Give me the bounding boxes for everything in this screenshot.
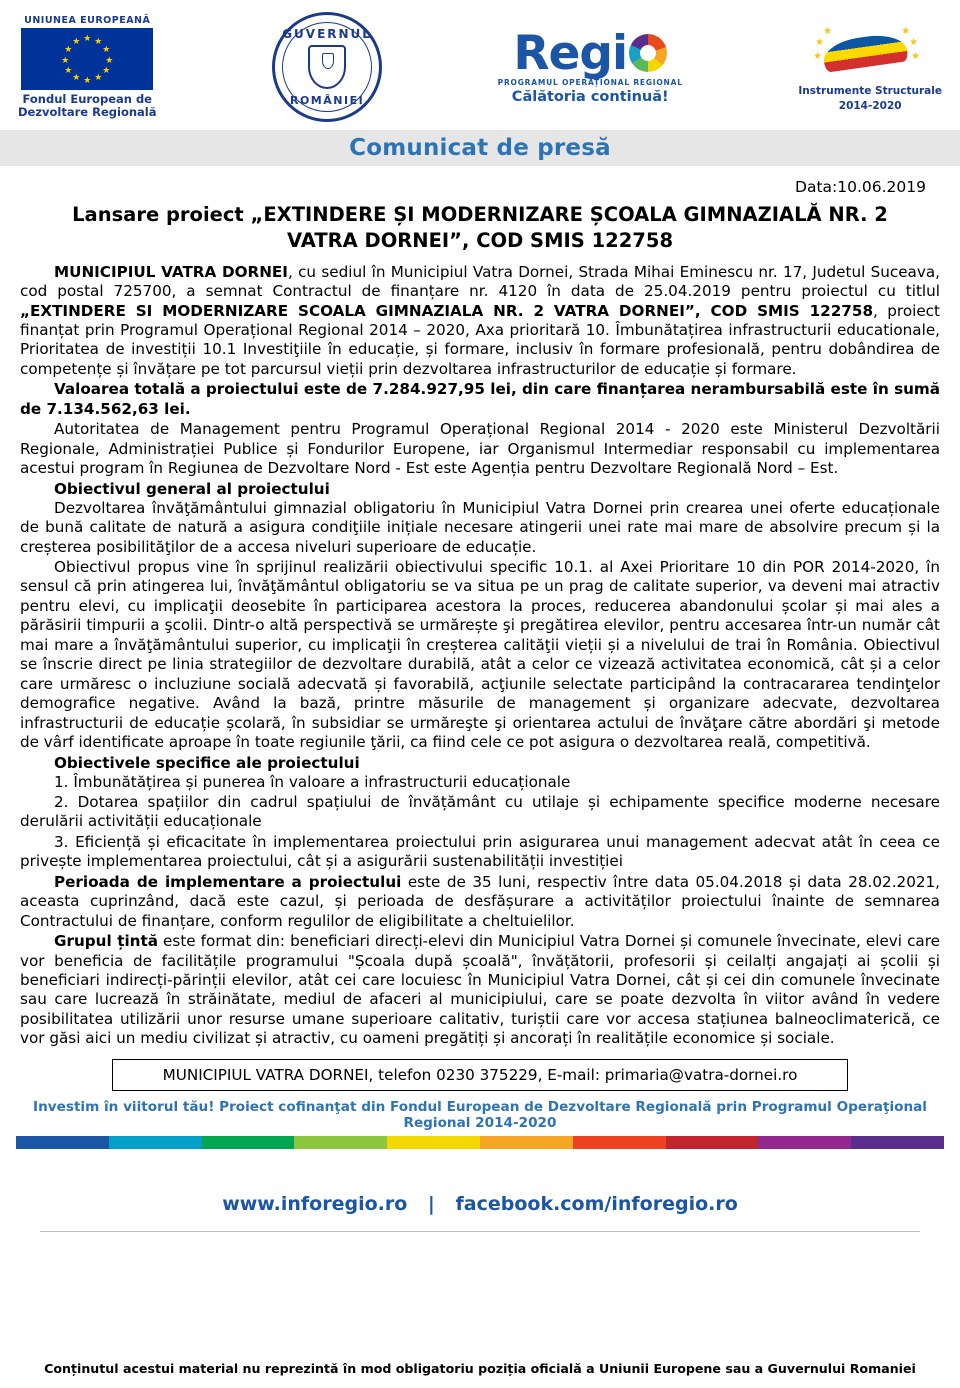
list-item: 3. Eficiență și eficacitate în implementarea proiectului prin asigurarea unui management adecvat atât în ceea ce privește implementarea proiectului, cât și a asigurării sustenabilității investiției [20,832,940,871]
rainbow-divider [16,1136,944,1149]
regio-tagline: Călătoria continuă! [511,88,669,105]
gov-logo-bottom-text: ROMÂNIEI [289,94,365,107]
regio-subtitle: PROGRAMUL OPERAȚIONAL REGIONAL [497,77,683,87]
project-title-inline: „EXTINDERE SI MODERNIZARE SCOALA GIMNAZIALA NR. 2 VATRA DORNEI”, COD SMIS 122758 [20,301,874,320]
swoosh-shape [821,32,908,73]
implementation-period-label: Perioada de implementare a proiectului [54,872,402,891]
paragraph-intro-rest2: , proiect finanțat prin Programul Operațional Regional 2014 – 2020, Axa prioritară 10. Îmbunătațirea infrastructurii educationale, Prioritatea de investiții 10.1 Investiţiile în educație, și formare, inclusiv în formare profesională, pentru dobândirea de competențe și învățare pe tot parcursul vieții prin dezvoltarea infrastructurilor de educație și formare. [20,301,940,378]
paragraph-target-group [16,932,944,1049]
paragraph-intro [16,263,944,380]
footer-divider [40,1231,920,1232]
footer-slogan: Investim în viitorul tău! Proiect cofinanţat din Fondul European de Dezvoltare Regională prin Programul Operaţional Regional 2014-2020 [33,1098,927,1131]
structural-logo-caption-line1: Instrumente Structurale [798,85,942,98]
list-item: 2. Dotarea spațiilor din cadrul spațiului de învățământ cu utilaje și echipamente specifice moderne necesare derulării activității educaționale [20,792,940,831]
target-group-label: Grupul țintă [54,932,158,951]
footer-disclaimer: Conținutul acestui material nu reprezintă în mod obligatoriu poziția oficială a Uniunii Europene sau a Guvernului Romaniei [44,1361,916,1376]
eu-stars-group: ★ ★ ★ ★ ★ ★ ★ ★ ★ ★ ★ ★ [61,33,114,86]
regio-colorwheel-icon [629,34,667,72]
contact-text: MUNICIPIUL VATRA DORNEI, telefon 0230 375229, E-mail: primaria@vatra-dornei.ro [162,1065,798,1084]
romania-coat-of-arms-icon [272,12,382,122]
applicant-name: MUNICIPIUL VATRA DORNEI [54,262,288,281]
structural-logo-caption-line2: 2014-2020 [838,100,902,112]
eu-logo-top-caption: UNIUNEA EUROPEANĂ [24,14,151,26]
links-separator: | [427,1192,435,1215]
footer-links [16,1193,944,1215]
paragraph-specific-objective-context: Obiectivul propus vine în sprijinul realizării obiectivului specific 10.1. al Axei Prioritare 10 din POR 2014-2020, în sensul că prin atingerea lui, învăţământul obligatoriu se va situa pe un prag de calitate superior, va deveni mai atractiv pentru elevi, cu implicaţii deosebite în participarea acestora la proces, reducerea abandonului școlar și mai ales a părăsirii timpurii a şcolii. Dintr-o altă perspectivă se urmărește şi pregătirea elevilor, pentru accesarea într-un număr cât mai mare a învăţământului superior, cu implicaţii în creșterea calităţii vieții și a nivelului de trai în România. Obiectivul se înscrie direct pe linia strategiilor de dezvoltare durabilă, atât a celor ce vizează activitatea economică, cât și a celor care urmăresc o incluziune socială adecvată și favorabilă, acţiunile selectate participând la contracararea tendinţelor demografice negative. Având la bază, printre măsurile de management și organizare adecvate, dezvoltarea infrastructurii de educație școlară, în subsidiar se urmăreşte şi orientarea actului de învăţare către abordări şi metode de vârf identificate aproape în toate regiunile ţării, ca fiind cele ce pot asigura o dezvoltarea reală, competitivă. [20,557,940,752]
inforegio-website-link[interactable]: www.inforegio.ro [222,1192,408,1215]
regio-logo [497,25,683,105]
target-group-text: este format din: beneficiari direcți-elevi din Municipiul Vatra Dornei și comunele învecinate, elevi care vor beneficia de facilitățile programului "Școala după școală", învățătorii, profesorii și ceilalți angajați ai școlii și beneficiari indirecți-părinții elevilor, atât cei care locuiesc în Municipiul Vatra Dornei, cât și cei din comunele învecinate sau care lucrează în străinătate, mediul de afaceri al municipiului, care se poate dezvolta în viitor având în vedere posibilitatea utilizării unor resurse umane superioare calitativ, turiștii care vor accesa stațiunea balneoclimaterică, ce vor găsi aici un mediu civilizat și atractiv, cu oameni pregătiți și ancorați în realitățile economice și sociale. [20,932,940,1048]
paragraph-value [16,380,944,419]
paragraph-authority: Autoritatea de Management pentru Programul Operațional Regional 2014 - 2020 este Ministerul Dezvoltării Regionale, Administrației Publice și Fondurilor Europene, iar Organismul Intermediar responsabil cu implementarea acestui program în Regiunea de Dezvoltare Nord - Est este Agenția pentru Dezvoltare Regională Nord – Est. [20,420,940,478]
banner-title: Comunicat de presă [349,135,611,161]
press-release-banner [0,130,960,166]
implementation-period-text: este de 35 luni, respectiv între data 05.04.2018 și data 28.02.2021, aceasta cuprinzând, dacă este cazul, și perioada de desfășurare a activităților proiectului înainte de semnarea Contractului de finanțare, conform regulilor de eligibilitate a cheltuielilor. [20,872,941,930]
logo-bar [0,0,960,130]
subheading-specific-objectives: Obiectivele specifice ale proiectului [54,753,360,772]
page-title [44,202,916,255]
paragraph-implementation-period [16,873,944,931]
structural-instruments-logo [798,21,942,112]
regio-wordmark: Regi [513,25,628,81]
eu-logo-caption-line2: Dezvoltare Regională [18,105,157,119]
subheading-general-objective: Obiectivul general al proiectului [54,479,330,498]
paragraph-general-objective: Dezvoltarea învăţământului gimnazial obligatoriu în Municipiul Vatra Dornei prin crearea unei oferte educaționale de bună calitate de natură a asigura condiţiile inițiale necesare atingerii unei rate mai mare de absolvire precum și la creșterea posibilităţilor de a accesa niveluri superioare de educație. [20,498,940,556]
eu-logo [18,15,157,119]
gov-emblem-shape [308,45,346,89]
government-logo [272,12,382,122]
inforegio-facebook-link[interactable]: facebook.com/inforegio.ro [455,1192,738,1215]
paragraph-intro-rest: , cu sediul în Municipiul Vatra Dornei, Strada Mihai Eminescu nr. 17, Judetul Suceava, cod postal 725700, a semnat Contractul de finanțare nr. 4120 în data de 25.04.2019 pentru proiectul cu titlul [20,262,940,301]
document-date: Data:10.06.2019 [795,178,926,196]
regio-wordmark-row [513,25,667,81]
page-title-line2: VATRA DORNEI”, COD SMIS 122758 [286,229,674,253]
document-body [0,166,960,1232]
gov-logo-top-text: GUVERNUL [282,27,372,41]
eu-flag-icon [21,28,153,90]
page-title-line1: Lansare proiect „EXTINDERE ȘI MODERNIZARE ȘCOALA GIMNAZIALĂ NR. 2 [72,203,888,226]
eu-logo-caption-line1: Fondul European de [22,91,152,106]
structural-instruments-swoosh-icon: ★ ★ ★ ★ ★ ★ [811,21,929,83]
contact-box [112,1059,848,1091]
list-item: 1. Îmbunătățirea și punerea în valoare a infrastructurii educaționale [54,772,571,791]
project-value-text: Valoarea totală a proiectului este de 7.284.927,95 lei, din care finanțarea nerambursabilă este în sumă de 7.134.562,63 lei. [20,380,940,418]
